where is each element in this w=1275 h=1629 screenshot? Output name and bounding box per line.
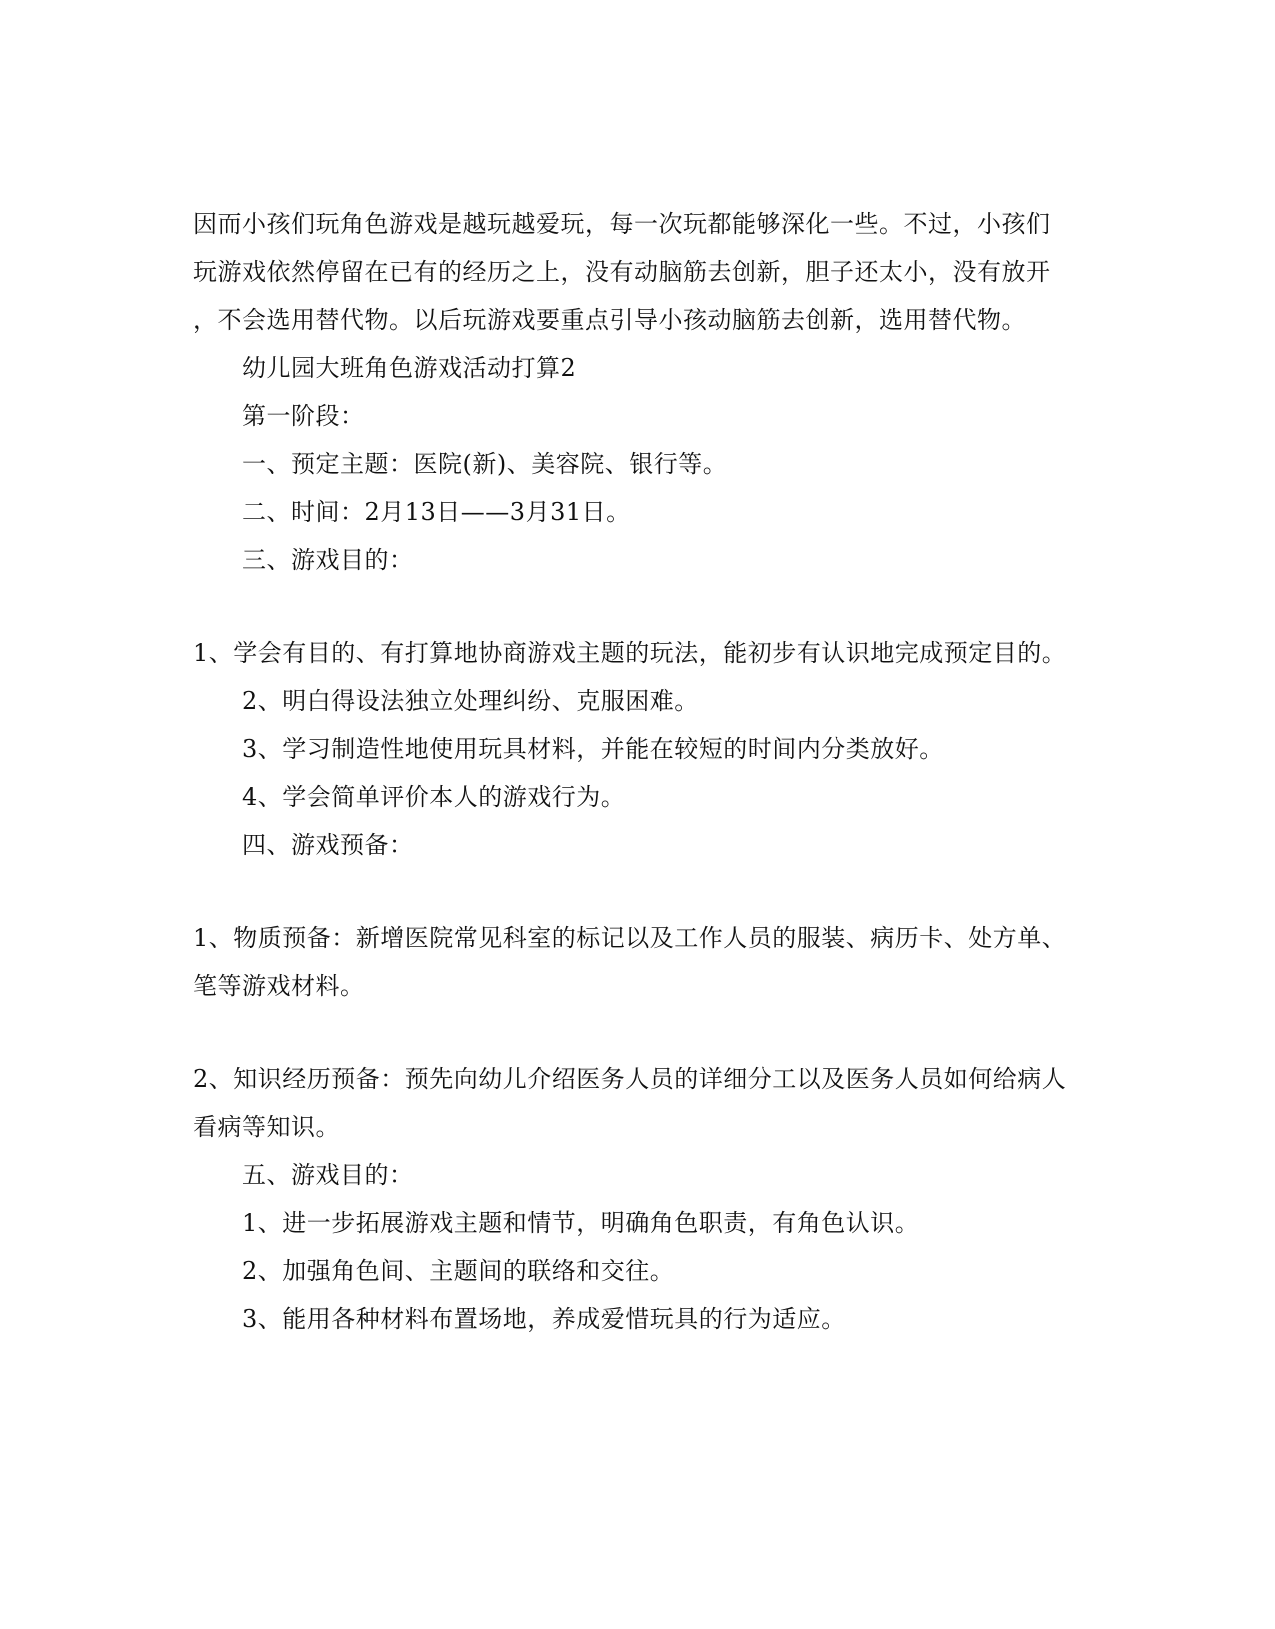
list-item: 五、游戏目的： [242,1161,414,1189]
list-item: 2、加强角色间、主题间的联络和交往。 [242,1257,675,1285]
list-item: 2、明白得设法独立处理纠纷、克服困难。 [242,687,699,715]
section-title: 幼儿园大班角色游戏活动打算2 [242,354,577,382]
list-item: 1、物质预备：新增医院常见科室的标记以及工作人员的服装、病历卡、处方单、 [193,924,1067,952]
list-item: 1、进一步拓展游戏主题和情节，明确角色职责，有角色认识。 [242,1209,920,1237]
paragraph-line: 笔等游戏材料。 [193,972,365,1000]
list-item: 4、学会简单评价本人的游戏行为。 [242,783,626,811]
list-item: 2、知识经历预备：预先向幼儿介绍医务人员的详细分工以及医务人员如何给病人 [193,1065,1067,1093]
list-item: 3、能用各种材料布置场地，养成爱惜玩具的行为适应。 [242,1305,846,1333]
list-item: 3、学习制造性地使用玩具材料，并能在较短的时间内分类放好。 [242,735,944,763]
paragraph-line: 玩游戏依然停留在已有的经历之上，没有动脑筋去创新，胆子还太小，没有放开 [193,258,1051,286]
list-item: 四、游戏预备： [242,831,414,859]
paragraph-line: 看病等知识。 [193,1113,340,1141]
list-item: 二、时间：2月13日——3月31日。 [242,498,631,526]
paragraph-line: 因而小孩们玩角色游戏是越玩越爱玩，每一次玩都能够深化一些。不过，小孩们 [193,210,1051,238]
list-item: 三、游戏目的： [242,546,414,574]
list-item: 一、预定主题：医院(新)、美容院、银行等。 [242,450,728,478]
list-item: 1、学会有目的、有打算地协商游戏主题的玩法，能初步有认识地完成预定目的。 [193,639,1067,667]
stage-heading: 第一阶段： [242,402,365,430]
paragraph-line: ，不会选用替代物。以后玩游戏要重点引导小孩动脑筋去创新，选用替代物。 [193,306,1026,334]
